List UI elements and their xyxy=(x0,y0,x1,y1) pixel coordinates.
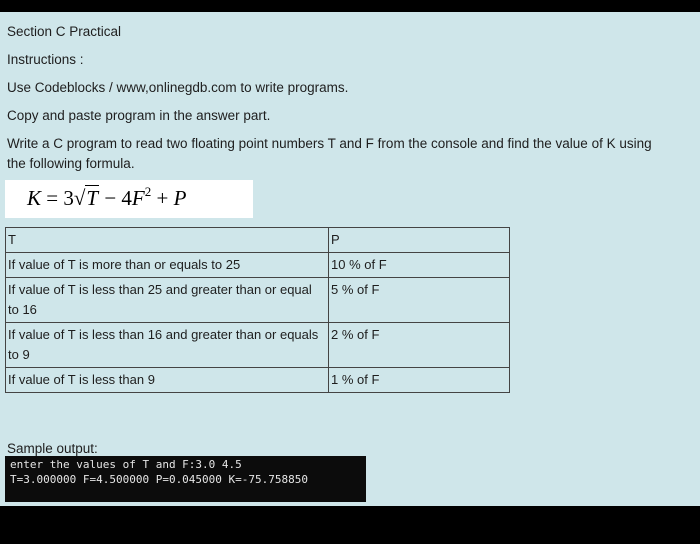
console-output xyxy=(5,456,366,502)
table-cell-condition: If value of T is less than 9 xyxy=(6,368,329,393)
table-row xyxy=(6,253,510,278)
table-cell-condition: If value of T is less than 16 and greater than or equals to 9 xyxy=(6,323,329,368)
console-line-1: enter the values of T and F:3.0 4.5 xyxy=(10,458,242,471)
table-header-row xyxy=(6,228,510,253)
console-line-2: T=3.000000 F=4.500000 P=0.045000 K=-75.758850 xyxy=(10,473,309,486)
instructions-label: Instructions : xyxy=(7,52,84,67)
table-cell-condition: If value of T is less than 25 and greater than or equal to 16 xyxy=(6,278,329,323)
sqrt-sign: √T xyxy=(73,186,99,210)
sample-output-label: Sample output: xyxy=(7,441,98,456)
formula: $K = 3√T - 4F^2 + P$ xyxy=(27,184,187,210)
table-cell-p: 10 % of F xyxy=(329,253,510,278)
section-title: Section C Practical xyxy=(7,24,122,39)
table-cell-condition: If value of T is more than or equals to 25 xyxy=(6,253,329,278)
question-panel xyxy=(0,12,700,506)
rules-table xyxy=(5,227,510,393)
table-row xyxy=(6,323,510,368)
table-cell-p: 5 % of F xyxy=(329,278,510,323)
table-cell-p: 2 % of F xyxy=(329,323,510,368)
formula-image xyxy=(5,180,253,218)
instruction-line-1: Use Codeblocks / www,onlinegdb.com to write programs. xyxy=(7,80,349,95)
table-row xyxy=(6,368,510,393)
table-row xyxy=(6,278,510,323)
instruction-line-4: the following formula. xyxy=(7,156,135,171)
instruction-line-2: Copy and paste program in the answer part. xyxy=(7,108,271,123)
instruction-line-3: Write a C program to read two floating point numbers T and F from the console and find the value of K using xyxy=(7,136,652,151)
table-cell-p: 1 % of F xyxy=(329,368,510,393)
table-header-t: T xyxy=(6,228,329,253)
table-header-p: P xyxy=(329,228,510,253)
